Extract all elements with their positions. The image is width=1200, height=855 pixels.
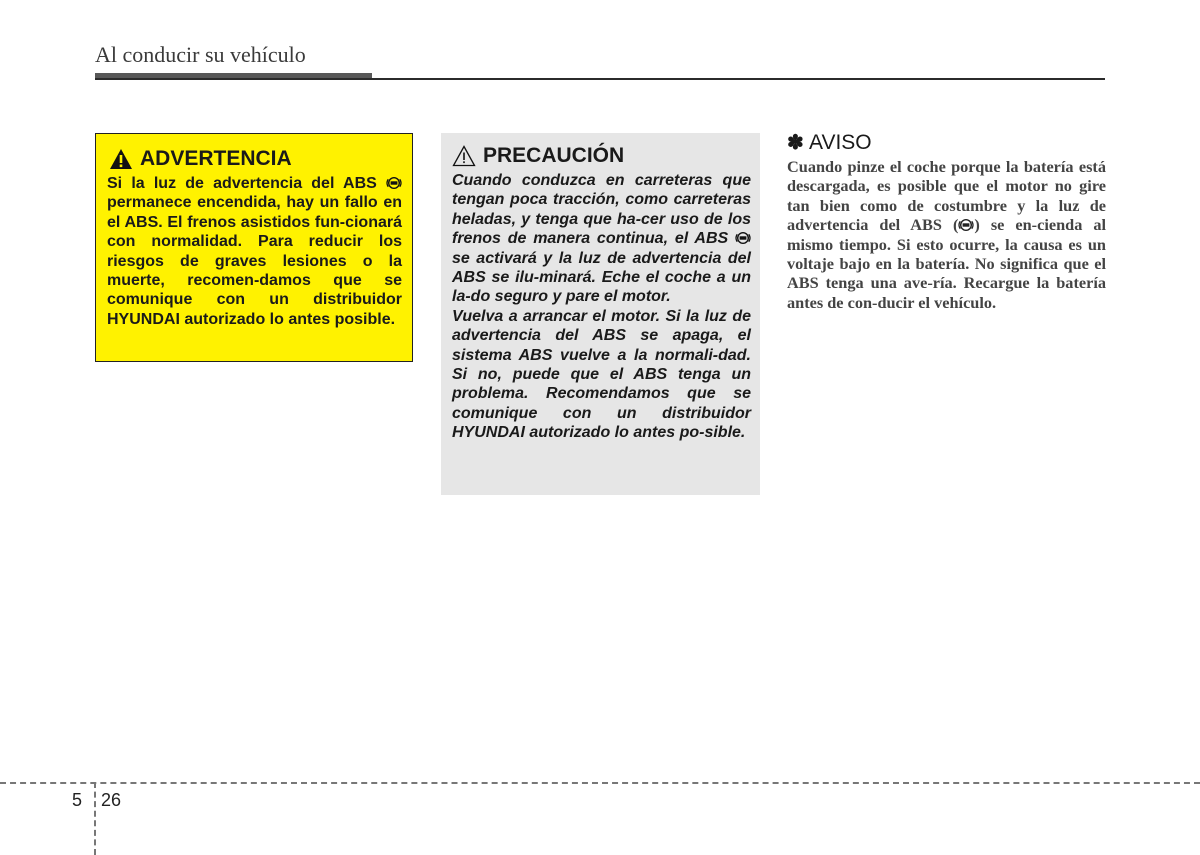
caution-paragraph-2: Vuelva a arrancar el motor. Si la luz de advertencia del ABS se apaga, el sistema ABS vuelve a la normali-dad. Si no, puede que el ABS tenga un problema. Recomendamos que se comunique con un distribuidor HYUNDAI autorizado lo antes po-sible. <box>452 307 751 442</box>
abs-warning-icon <box>386 175 402 191</box>
notice-title: AVISO <box>809 131 872 154</box>
notice-text-start: Cuando pinze el coche porque la batería está descargada, es posible que el motor no gire tan bien como de costumbre y la luz de advertencia del ABS ( <box>787 157 1106 235</box>
warning-text <box>107 174 402 329</box>
notice-title-row <box>787 130 1106 156</box>
warning-title-row <box>109 146 402 172</box>
header-rule <box>95 78 1105 80</box>
caution-text-end: se activará y la luz de advertencia del ABS se ilu-minará. Eche el coche a un la-do seguro y pare el motor. <box>452 249 751 306</box>
caution-text-start: Cuando conduzca en carreteras que tengan poca tracción, como carreteras heladas, y tenga que ha-cer uso de los frenos de manera continua, el ABS <box>452 172 751 248</box>
abs-warning-icon <box>958 217 974 233</box>
warning-title: ADVERTENCIA <box>140 147 292 170</box>
chapter-number: 5 <box>72 790 83 810</box>
notice-text <box>787 157 1106 312</box>
warning-triangle-icon <box>109 148 133 170</box>
caution-title: PRECAUCIÓN <box>483 144 625 167</box>
warning-text-start: Si la luz de advertencia del ABS <box>107 175 377 192</box>
caution-paragraph-1 <box>452 171 751 307</box>
caution-title-row <box>452 143 751 169</box>
abs-warning-icon <box>735 230 751 246</box>
footer-dashed-divider <box>94 782 96 855</box>
caution-triangle-icon <box>452 145 476 167</box>
notice-section <box>787 130 1106 312</box>
asterisk-icon: ✽ <box>787 132 804 154</box>
footer-dashed-rule <box>0 782 1200 784</box>
notice-text-end: ) se en-cienda al mismo tiempo. Si esto ocurre, la causa es un voltaje bajo en la batería. No significa que el ABS tenga una ave-ría. Recargue la batería antes de con-ducir el vehículo. <box>787 215 1106 312</box>
page-number: 26 <box>101 790 122 810</box>
warning-box <box>95 133 413 362</box>
page-header-title: Al conducir su vehículo <box>95 42 306 67</box>
caution-box <box>441 133 760 495</box>
warning-text-end: permanece encendida, hay un fallo en el ABS. El frenos asistidos fun-cionará con normalidad. Para reducir los riesgos de graves lesiones o la muerte, recomen-damos que se comunique con un distribuidor HYUNDAI autorizado lo antes posible. <box>107 194 402 328</box>
